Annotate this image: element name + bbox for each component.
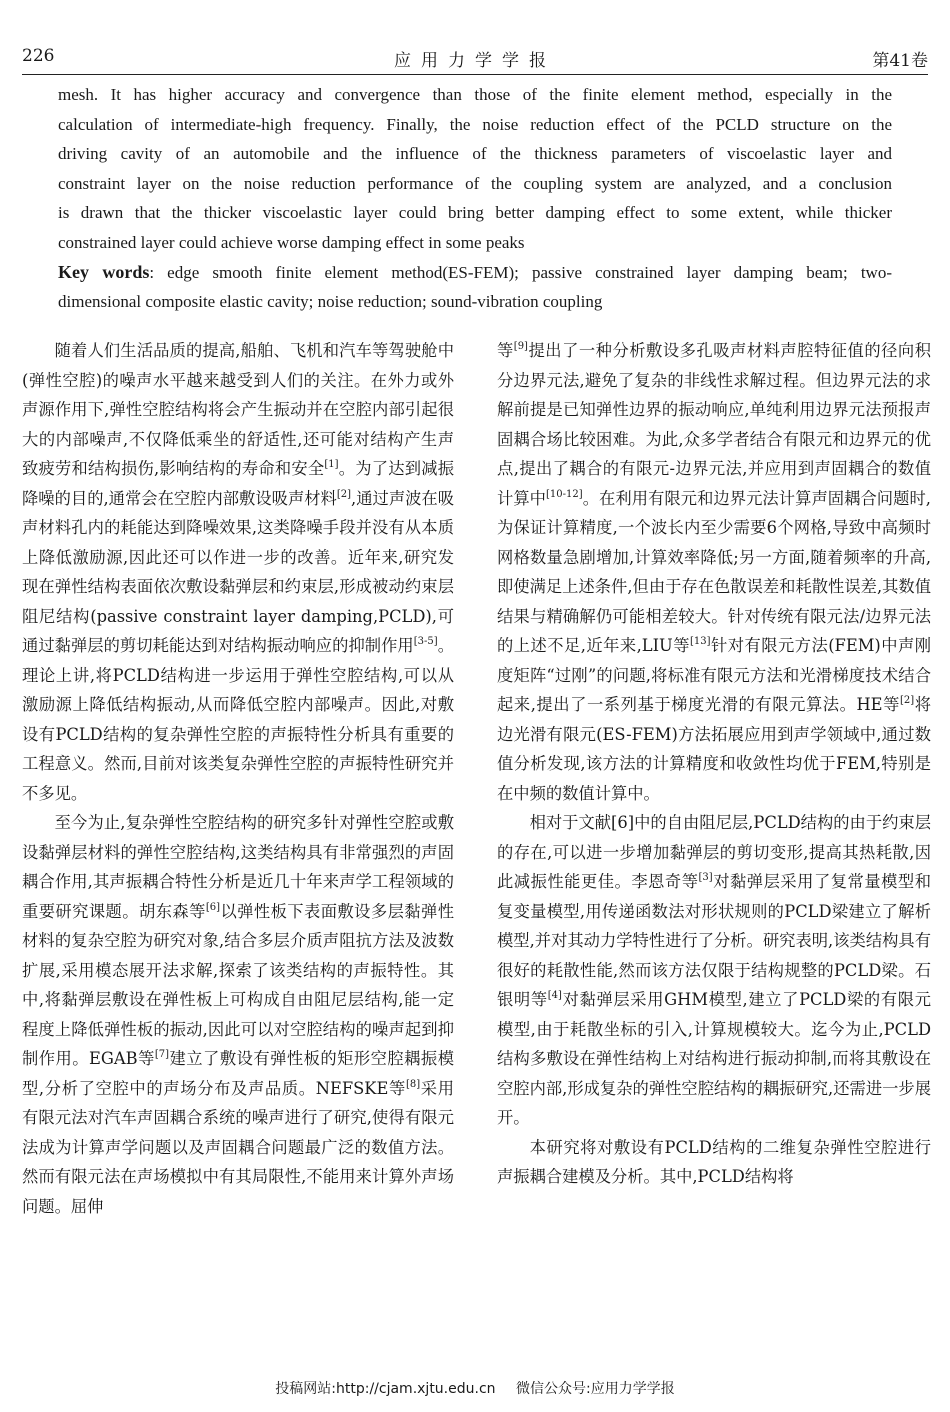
citation: [6] bbox=[205, 901, 221, 913]
page-footer bbox=[0, 1378, 950, 1398]
abstract-line: constraint layer on the noise reduction performance of the coupling system are analyzed, and a conclusion bbox=[58, 173, 892, 193]
page-number: 226 bbox=[22, 46, 55, 66]
keywords-text: edge smooth finite element method(ES-FEM); passive constrained layer damping beam; two- bbox=[167, 262, 892, 282]
keywords: Key words: edge smooth finite element method(ES-FEM); passive constrained layer damping beam; two- bbox=[58, 261, 892, 282]
abstract-line: is drawn that the thicker viscoelastic layer could bring better damping effect to some extent, while thicker bbox=[58, 203, 892, 223]
citation: [3-5] bbox=[413, 636, 438, 647]
paragraph: 本研究将对敷设有PCLD结构的二维复杂弹性空腔进行声振耦合建模及分析。其中,PCLD结构将 bbox=[497, 1137, 931, 1186]
abstract-line: calculation of intermediate-high frequency. Finally, the noise reduction effect of the PCLD structure on the bbox=[58, 114, 892, 134]
citation: [2] bbox=[336, 488, 352, 500]
citation: [10-12] bbox=[546, 488, 583, 500]
running-header bbox=[22, 40, 928, 75]
paragraph: 随着人们生活品质的提高,船舶、飞机和汽车等驾驶舱中(弹性空腔)的噪声水平越来越受到人们的关注。在外力或外声源作用下,弹性空腔结构将会产生振动并在空腔内部引起很大的内部噪声,不仅降低乘坐的舒适性,还可能对结构产生声致疲劳和结构损伤,影响结构的寿命和安全[1]。为了达到减振降噪的目的,通常会在空腔内部敷设吸声材料[2],通过声波在吸声材料孔内的耗能达到降噪效果,这类降噪手段并没有从本质上降低激励源,因此还可以作进一步的改善。近年来,研究发现在弹性结构表面依次敷设黏弹层和约束层,形成被动约束层阻尼结构(passive constraint layer damping,PCLD),可通过黏弹层的剪切耗能达到对结构振动响应的抑制作用[3-5]。理论上讲,将PCLD结构进一步运用于弹性空腔结构,可以从激励源上降低结构振动,从而降低空腔内部噪声。因此,对敷设有PCLD结构的复杂弹性空腔的声振特性分析具有重要的工程意义。然而,目前对该类复杂弹性空腔的声振特性研究并不多见。 bbox=[22, 341, 454, 803]
english-abstract bbox=[58, 80, 892, 317]
citation: [3] bbox=[698, 872, 713, 883]
abstract-line: constrained layer could achieve worse damping effect in some peaks bbox=[58, 232, 525, 252]
keywords-continued: dimensional composite elastic cavity; noise reduction; sound-vibration coupling bbox=[58, 292, 603, 312]
citation: [8] bbox=[405, 1078, 421, 1090]
paragraph: 相对于文献[6]中的自由阻尼层,PCLD结构的由于约束层的存在,可以进一步增加黏弹层的剪切变形,提高其热耗散,因此减振性能更佳。李恩奇等[3]对黏弹层采用了复常量模型和复变量模型,用传递函数法对形状规则的PCLD梁建立了解析模型,并对其动力学特性进行了分析。研究表明,该类结构具有很好的耗散性能,然而该方法仅限于结构规整的PCLD梁。石银明等[4]对黏弹层采用GHM模型,建立了PCLD梁的有限元模型,由于耗散坐标的引入,计算规模较大。迄今为止,PCLD结构多敷设在弹性结构上对结构进行振动抑制,而将其敷设在空腔内部,形成复杂的弹性空腔结构的耦振研究,还需进一步展开。 bbox=[497, 813, 931, 1127]
paragraph: 等[9]提出了一种分析敷设多孔吸声材料声腔特征值的径向积分边界元法,避免了复杂的非线性求解过程。但边界元法的求解前提是已知弹性边界的振动响应,单纯利用边界元法预报声固耦合场比较困难。为此,众多学者结合有限元和边界元的优点,提出了耦合的有限元-边界元法,并应用到声固耦合的数值计算中[10-12]。在利用有限元和边界元法计算声固耦合问题时,为保证计算精度,一个波长内至少需要6个网格,导致中高频时网格数量急剧增加,计算效率降低;另一方面,随着频率的升高,即使满足上述条件,但由于存在色散误差和耗散性误差,其数值结果与精确解仍可能相差较大。针对传统有限元法/边界元法的上述不足,近年来,LIU等[13]针对有限元方法(FEM)中声刚度矩阵“过刚”的问题,将标准有限元方法和光滑梯度技术结合起来,提出了一系列基于梯度光滑的有限元算法。HE等[2]将边光滑有限元(ES-FEM)方法拓展应用到声学领域中,通过数值分析发现,该方法的计算精度和收敛性均优于FEM,特别是在中频的数值计算中。 bbox=[497, 341, 931, 803]
paragraph: 至今为止,复杂弹性空腔结构的研究多针对弹性空腔或敷设黏弹层材料的弹性空腔结构,这类结构具有非常强烈的声固耦合作用,其声振耦合特性分析是近几十年来声学工程领域的重要研究课题。胡东森等[6]以弹性板下表面敷设多层黏弹性材料的复杂空腔为研究对象,结合多层介质声阻抗方法及波数扩展,采用模态展开法求解,探索了该类结构的声振特性。其中,将黏弹层敷设在弹性板上可构成自由阻尼层结构,能一定程度上降低弹性板的振动,因此可以对空腔结构的噪声起到抑制作用。EGAB等[7]建立了敷设有弹性板的矩形空腔耦振模型,分析了空腔中的声场分布及声品质。NEFSKE等[8]采用有限元法对汽车声固耦合系统的噪声进行了研究,使得有限元法成为计算声学问题以及声固耦合问题最广泛的数值方法。然而有限元法在声场模拟中有其局限性,不能用来计算外声场问题。屈伸 bbox=[22, 813, 454, 1216]
journal-title: 应用力学学报 bbox=[394, 51, 556, 71]
citation: [9] bbox=[513, 341, 528, 352]
wechat-account: 微信公众号:应用力学学报 bbox=[515, 1381, 675, 1397]
abstract-line: driving cavity of an automobile and the influence of the thickness parameters of viscoelastic layer and bbox=[58, 144, 892, 164]
volume-label: 第41卷 bbox=[872, 51, 928, 71]
citation: [7] bbox=[154, 1049, 170, 1060]
citation: [13] bbox=[689, 636, 711, 647]
citation: [2] bbox=[899, 695, 915, 706]
citation: [4] bbox=[547, 990, 562, 1001]
right-column bbox=[497, 336, 931, 1192]
abstract-line: mesh. It has higher accuracy and convergence than those of the finite element method, especially in the bbox=[58, 85, 892, 104]
keywords-label: Key words bbox=[58, 261, 150, 282]
citation: [1] bbox=[324, 459, 339, 470]
left-column bbox=[22, 336, 454, 1221]
submission-website: 投稿网站:http://cjam.xjtu.edu.cn bbox=[275, 1381, 496, 1397]
